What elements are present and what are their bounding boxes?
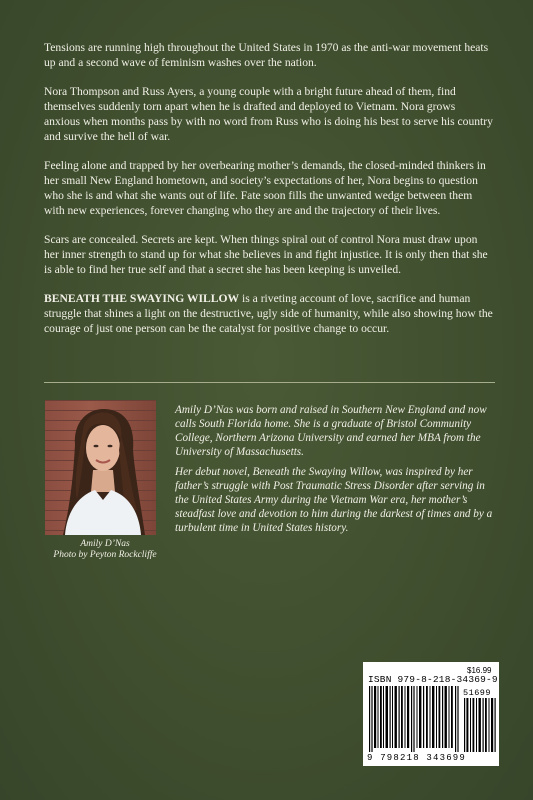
book-title: BENEATH THE SWAYING WILLOW <box>44 292 240 305</box>
blurb-paragraph: Tensions are running high throughout the United States in 1970 as the anti-war movement heats up and a second wave of feminism washes over the nation. <box>44 41 489 69</box>
price-label: $16.99 <box>467 666 492 675</box>
bio-paragraph: Her debut novel, Beneath the Swaying Willow, was inspired by her father’s struggle with Post Traumatic Stress Disorder after serving in the United States Army during the Vietnam War era, her mother’s steadfast love and devotion to him during the darkest of times and by a turbulent time in United States history. <box>175 466 493 534</box>
barcode-supplement-bars <box>464 698 496 752</box>
back-cover-blurb <box>44 40 494 336</box>
blurb-closing <box>44 291 494 336</box>
barcode-main-bars <box>369 686 461 752</box>
bio-paragraph: Amily D’Nas was born and raised in Southern New England and now calls South Florida home. She is a graduate of Bristol Community College, Northern Arizona University and earned her MBA from the University of Massachusetts. <box>175 404 487 458</box>
isbn-label: ISBN 979-8-218-34369-9 <box>368 674 498 685</box>
author-photo <box>45 400 156 535</box>
caption-author-name: Amily D’Nas <box>80 539 130 549</box>
barcode-supplement-number: 51699 <box>463 688 492 698</box>
section-divider <box>44 382 495 383</box>
barcode-number: 9 798218 343699 <box>367 753 467 763</box>
isbn-barcode <box>363 662 499 766</box>
blurb-closing-text: is a riveting account of love, sacrifice and human struggle that shines a light on the destructive, ugly side of humanity, while also showing how the courage of just one person can be the catalyst for positive change to occur. <box>44 292 493 335</box>
blurb-paragraph: Nora Thompson and Russ Ayers, a young couple with a bright future ahead of them, find themselves suddenly torn apart when he is drafted and deployed to Vietnam. Nora grows anxious when months pass by with no word from Russ who is doing his best to serve his country and survive the hell of war. <box>44 85 493 143</box>
photo-caption <box>45 539 165 561</box>
author-bio <box>175 403 497 541</box>
blurb-paragraph: Feeling alone and trapped by her overbearing mother’s demands, the closed-minded thinkers in her small New England hometown, and society’s expectations of her, Nora begins to question who she is and what she wants out of life. Fate soon fills the unwanted wedge between them with new experiences, forever changing who they are and the trajectory of their lives. <box>44 159 486 217</box>
caption-photo-credit: Photo by Peyton Rockcliffe <box>53 550 157 560</box>
blurb-paragraph: Scars are concealed. Secrets are kept. When things spiral out of control Nora must draw upon her inner strength to stand up for what she believes in and fight injustice. It is only then that she is able to find her true self and that a secret she has been keeping is unveiled. <box>44 233 488 276</box>
